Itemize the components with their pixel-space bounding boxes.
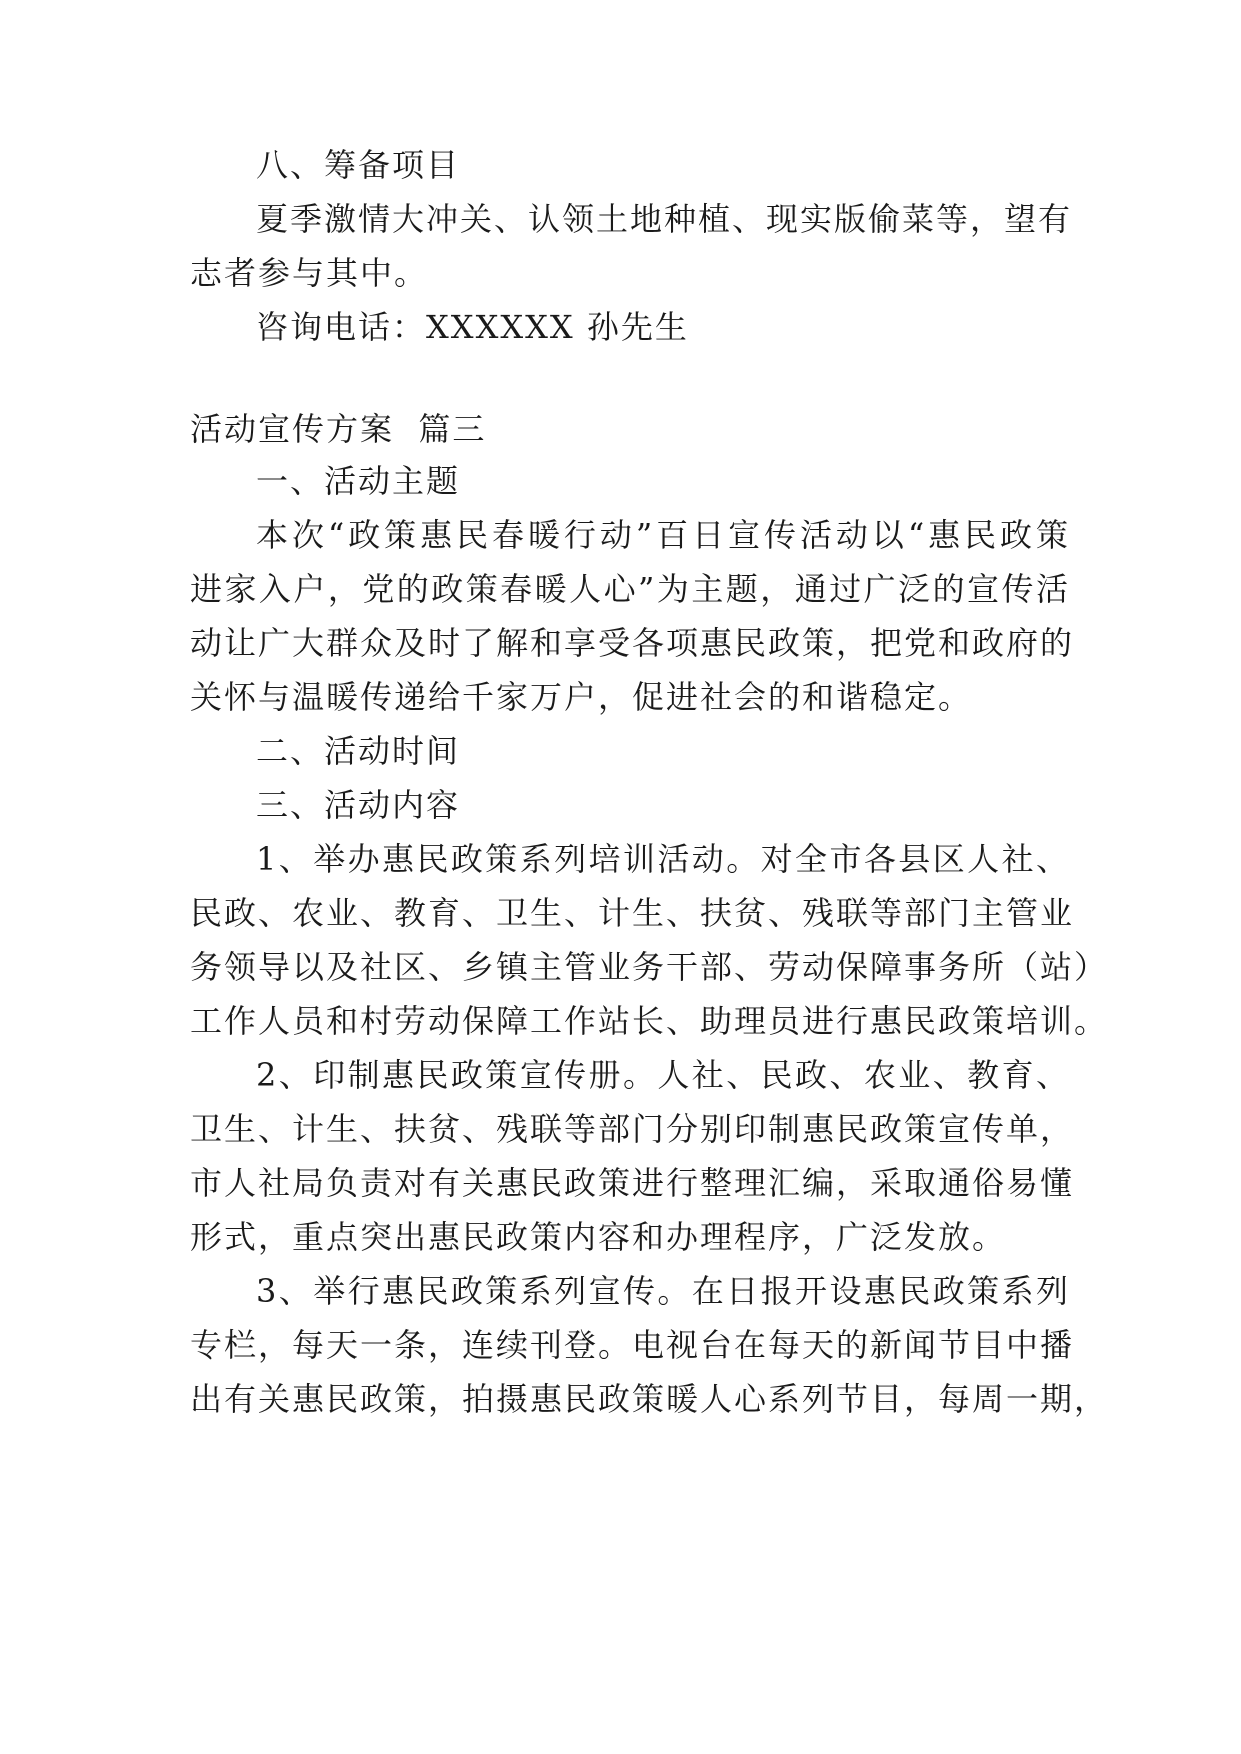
paragraph-line: 2、印制惠民政策宣传册。人社、民政、农业、教育、 xyxy=(256,1056,1070,1094)
paragraph-line: 工作人员和村劳动保障工作站长、助理员进行惠民政策培训。 xyxy=(190,1002,1109,1040)
paragraph-line: 民政、农业、教育、卫生、计生、扶贫、残联等部门主管业 xyxy=(190,894,1075,932)
paragraph-line: 卫生、计生、扶贫、残联等部门分别印制惠民政策宣传单， xyxy=(190,1110,1075,1148)
paragraph-line: 3、举行惠民政策系列宣传。在日报开设惠民政策系列 xyxy=(256,1272,1070,1310)
paragraph-line: 进家入户，党的政策春暖人心”为主题，通过广泛的宣传活 xyxy=(190,570,1070,608)
paragraph-line: 本次“政策惠民春暖行动”百日宣传活动以“惠民政策 xyxy=(256,516,1070,554)
section-heading-preparation: 八、筹备项目 xyxy=(256,146,461,184)
section-heading-theme: 一、活动主题 xyxy=(256,462,461,500)
paragraph-line: 夏季激情大冲关、认领土地种植、现实版偷菜等，望有 xyxy=(256,200,1073,238)
paragraph-line: 1、举办惠民政策系列培训活动。对全市各县区人社、 xyxy=(256,840,1070,878)
paragraph-line: 形式，重点突出惠民政策内容和办理程序，广泛发放。 xyxy=(190,1218,1007,1256)
paragraph-line: 志者参与其中。 xyxy=(190,254,429,292)
paragraph-line: 务领导以及社区、乡镇主管业务干部、劳动保障事务所（站） xyxy=(190,948,1109,986)
contact-line: 咨询电话：XXXXXX 孙先生 xyxy=(256,308,689,346)
paragraph-line: 专栏，每天一条，连续刊登。电视台在每天的新闻节目中播 xyxy=(190,1326,1075,1364)
part-title: 活动宣传方案 篇三 xyxy=(190,410,487,448)
section-heading-content: 三、活动内容 xyxy=(256,786,461,824)
section-heading-time: 二、活动时间 xyxy=(256,732,461,770)
paragraph-line: 出有关惠民政策，拍摄惠民政策暖人心系列节目，每周一期， xyxy=(190,1380,1109,1418)
paragraph-line: 关怀与温暖传递给千家万户，促进社会的和谐稳定。 xyxy=(190,678,973,716)
paragraph-line: 市人社局负责对有关惠民政策进行整理汇编，采取通俗易懂 xyxy=(190,1164,1075,1202)
paragraph-line: 动让广大群众及时了解和享受各项惠民政策，把党和政府的 xyxy=(190,624,1075,662)
